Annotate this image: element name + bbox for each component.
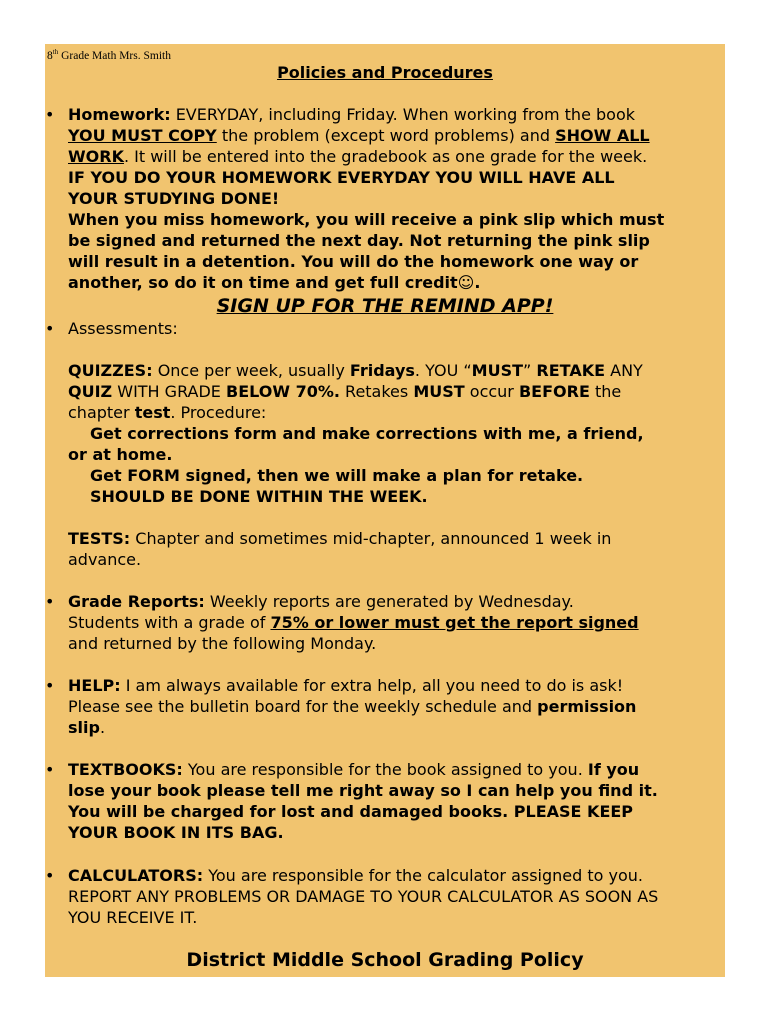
tests-text-2: advance. — [68, 550, 142, 569]
quizzes-text-1: Once per week, usually — [152, 361, 350, 380]
quizzes-test: test — [134, 403, 171, 422]
header-course — [47, 48, 171, 62]
textbooks-bold-3: You will be charged for lost and damaged books. PLEASE KEEP — [68, 802, 634, 821]
bullet-homework: • — [45, 105, 55, 124]
bullet-grade-reports: • — [45, 592, 55, 611]
procedure-step-3: SHOULD BE DONE WITHIN THE WEEK. — [90, 487, 428, 506]
quizzes-text-9: chapter — [68, 403, 135, 422]
quizzes-text-4: ANY — [605, 361, 643, 380]
section-textbooks — [68, 759, 728, 843]
section-assessments — [68, 318, 728, 570]
bullet-help: • — [45, 676, 55, 695]
homework-text-3: . It will be entered into the gradebook as one grade for the week. — [123, 147, 648, 166]
homework-copy: YOU MUST COPY — [68, 126, 217, 145]
quizzes-retake: RETAKE — [536, 361, 606, 380]
calculators-text-2: REPORT ANY PROBLEMS OR DAMAGE TO YOUR CALCULATOR AS SOON AS — [68, 887, 659, 906]
homework-bold-1: IF YOU DO YOUR HOMEWORK EVERYDAY YOU WILL HAVE ALL — [68, 168, 615, 187]
procedure-step-1: Get corrections form and make corrections with me, a friend, — [90, 424, 644, 443]
quizzes-text-6: Retakes — [339, 382, 414, 401]
tests-text-1: Chapter and sometimes mid-chapter, announced 1 week in — [130, 529, 612, 548]
quizzes-quiz: QUIZ — [68, 382, 113, 401]
homework-text-1: EVERYDAY, including Friday. When working from the book — [170, 105, 635, 124]
quizzes-text-8: the — [589, 382, 622, 401]
header-grade-num: 8 — [47, 49, 53, 62]
homework-bold-2: YOUR STUDYING DONE! — [68, 189, 280, 208]
homework-work: WORK — [68, 147, 124, 166]
help-text-2: Please see the bulletin board for the weekly schedule and — [68, 697, 538, 716]
bullet-calculators: • — [45, 866, 55, 885]
quizzes-text-10: . Procedure: — [170, 403, 267, 422]
page-title: Policies and Procedures — [277, 63, 493, 82]
tests-label: TESTS: — [68, 529, 131, 548]
homework-bold-4: be signed and returned the next day. Not returning the pink slip — [68, 231, 650, 250]
quizzes-before: BEFORE — [518, 382, 590, 401]
quizzes-must-2: MUST — [413, 382, 465, 401]
section-calculators — [68, 865, 728, 928]
header-grade-sup: th — [52, 48, 59, 56]
help-period: . — [99, 718, 106, 737]
section-help — [68, 675, 728, 738]
header-grade-rest: Grade Math Mrs. Smith — [58, 49, 171, 62]
grade-reports-text-1: Weekly reports are generated by Wednesday. — [204, 592, 574, 611]
homework-bold-3: When you miss homework, you will receive a pink slip which must — [68, 210, 665, 229]
assessments-label: Assessments: — [68, 319, 178, 338]
homework-text-2: the problem (except word problems) and — [216, 126, 556, 145]
grade-reports-threshold: 75% or lower must get the report signed — [270, 613, 639, 632]
quizzes-text-7: occur — [464, 382, 519, 401]
homework-bold-6: another, so do it on time and get full credit☺. — [68, 273, 481, 292]
textbooks-bold-1: If you — [587, 760, 640, 779]
quizzes-must: MUST — [471, 361, 524, 380]
help-permission: permission — [537, 697, 637, 716]
bullet-textbooks: • — [45, 760, 55, 779]
help-text-1: I am always available for extra help, all you need to do is ask! — [120, 676, 624, 695]
quizzes-text-5: WITH GRADE — [112, 382, 226, 401]
grade-reports-text-2: Students with a grade of — [68, 613, 271, 632]
textbooks-text-1: You are responsible for the book assigned to you. — [182, 760, 588, 779]
quizzes-text-3: ” — [523, 361, 537, 380]
calculators-label: CALCULATORS: — [68, 866, 204, 885]
calculators-text-1: You are responsible for the calculator assigned to you. — [203, 866, 643, 885]
grading-policy-heading: District Middle School Grading Policy — [186, 949, 584, 971]
quizzes-label: QUIZZES: — [68, 361, 153, 380]
document-page — [45, 44, 725, 977]
grade-reports-label: Grade Reports: — [68, 592, 205, 611]
remind-app-callout: SIGN UP FOR THE REMIND APP! — [216, 295, 554, 317]
procedure-step-1-cont: or at home. — [68, 445, 173, 464]
homework-bold-5: will result in a detention. You will do the homework one way or — [68, 252, 639, 271]
quizzes-text-2: . YOU “ — [414, 361, 472, 380]
help-slip: slip — [68, 718, 100, 737]
section-grade-reports — [68, 591, 728, 654]
bullet-assessments: • — [45, 319, 55, 338]
textbooks-bold-2: lose your book please tell me right away so I can help you find it. — [68, 781, 658, 800]
grade-reports-text-3: and returned by the following Monday. — [68, 634, 377, 653]
calculators-text-3: YOU RECEIVE IT. — [68, 908, 198, 927]
help-label: HELP: — [68, 676, 121, 695]
homework-show-all: SHOW ALL — [555, 126, 650, 145]
quizzes-fridays: Fridays — [349, 361, 415, 380]
procedure-step-2: Get FORM signed, then we will make a plan for retake. — [90, 466, 584, 485]
section-homework — [68, 104, 728, 293]
homework-label: Homework: — [68, 105, 171, 124]
textbooks-bold-4: YOUR BOOK IN ITS BAG. — [68, 823, 284, 842]
textbooks-label: TEXTBOOKS: — [68, 760, 183, 779]
quizzes-below: BELOW 70%. — [226, 382, 340, 401]
